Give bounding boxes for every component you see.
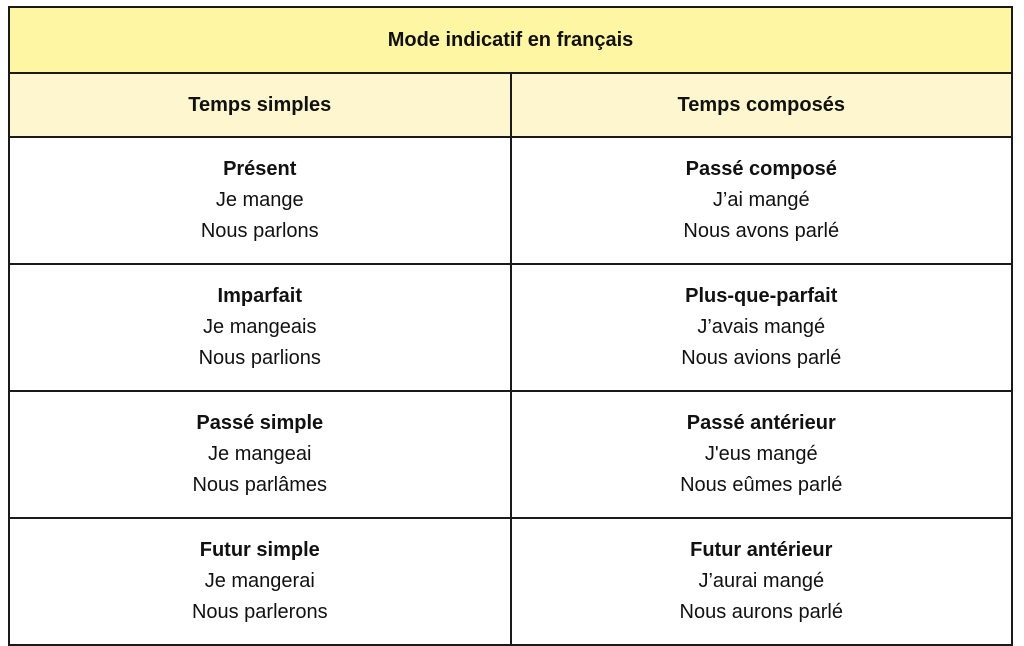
example-singular: J’aurai mangé: [698, 570, 825, 592]
tense-name: Passé composé: [685, 158, 837, 180]
compound-tense-cell: [511, 518, 1013, 645]
column-header-row: [9, 73, 1012, 137]
compound-tense-cell: [511, 391, 1013, 518]
compound-tense-cell: [511, 264, 1013, 391]
tense-name: Plus-que-parfait: [685, 285, 838, 307]
column-header-simple-tenses: Temps simples: [9, 73, 511, 137]
title-row: [9, 7, 1012, 73]
example-singular: Je mangeai: [208, 443, 312, 465]
table-row: [9, 137, 1012, 264]
simple-tense-cell: [9, 518, 511, 645]
example-singular: Je mangerai: [204, 570, 315, 592]
tense-name: Présent: [223, 158, 297, 180]
compound-tense-cell: [511, 137, 1013, 264]
conjugation-table-container: [8, 6, 1013, 635]
tense-name: Imparfait: [217, 285, 302, 307]
simple-tense-cell: [9, 264, 511, 391]
table-row: [9, 391, 1012, 518]
example-singular: J'eus mangé: [704, 443, 818, 465]
example-plural: Nous parlions: [198, 347, 321, 369]
example-singular: J’avais mangé: [697, 316, 826, 338]
table-title: Mode indicatif en français: [9, 7, 1012, 73]
example-plural: Nous parlons: [200, 220, 319, 242]
example-singular: J’ai mangé: [712, 189, 810, 211]
simple-tense-cell: [9, 391, 511, 518]
tense-name: Futur antérieur: [690, 539, 833, 561]
table-row: [9, 264, 1012, 391]
indicative-mode-table: [8, 6, 1013, 646]
example-plural: Nous avons parlé: [683, 220, 840, 242]
simple-tense-cell: [9, 137, 511, 264]
table-row: [9, 518, 1012, 645]
example-plural: Nous eûmes parlé: [680, 474, 843, 496]
example-singular: Je mangeais: [203, 316, 317, 338]
column-header-compound-tenses: Temps composés: [511, 73, 1013, 137]
tense-name: Futur simple: [199, 539, 320, 561]
example-singular: Je mange: [215, 189, 304, 211]
tense-name: Passé simple: [196, 412, 324, 434]
tense-name: Passé antérieur: [686, 412, 836, 434]
example-plural: Nous parlerons: [191, 601, 328, 623]
example-plural: Nous parlâmes: [192, 474, 327, 496]
example-plural: Nous avions parlé: [681, 347, 842, 369]
example-plural: Nous aurons parlé: [679, 601, 843, 623]
